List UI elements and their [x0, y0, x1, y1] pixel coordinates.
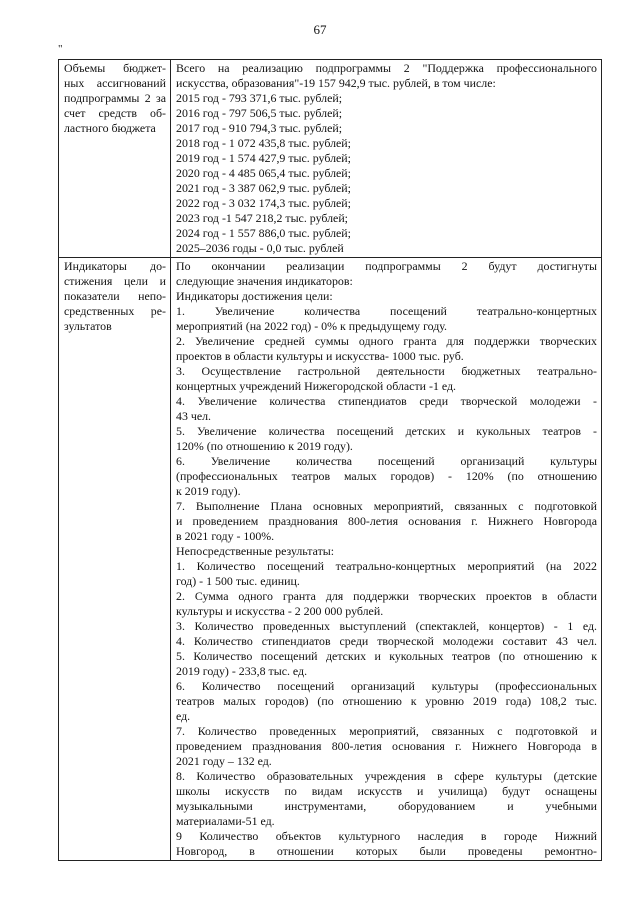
table-row-budget [59, 60, 602, 258]
passport-table [58, 59, 602, 861]
content-line: 2. Сумма одного гранта для поддержки творческих проектов в области [176, 589, 597, 603]
content-line: 4. Увеличение количества стипендиатов среди творческой молодежи - [176, 394, 597, 408]
label-line: ных ассигнований [64, 76, 166, 90]
content-line: 2017 год - 910 794,3 тыс. рублей; [176, 121, 343, 135]
content-line: и проведением празднования 800-летия основания г. Нижнего Новгорода [176, 514, 597, 528]
content-line: 43 чел. [176, 409, 212, 423]
row-content-indicators [171, 258, 602, 861]
content-line: 2021 год - 3 387 062,9 тыс. рублей; [176, 181, 351, 195]
content-line: 2015 год - 793 371,6 тыс. рублей; [176, 91, 343, 105]
content-line: театров малых городов) (по отношению к уровню 2019 года) 108,2 тыс. [176, 694, 597, 708]
content-line: год) - 1 500 тыс. единиц. [176, 574, 300, 588]
content-line: материалами-51 ед. [176, 814, 275, 828]
page-number: 67 [313, 22, 327, 37]
label-line: Объемы бюджет- [64, 61, 166, 75]
content-line: 6. Количество посещений организаций культуры (профессиональных [176, 679, 597, 693]
content-line: 1. Количество посещений театрально-концертных мероприятий (на 2022 [176, 559, 597, 573]
content-line: 120% (по отношению к 2019 году). [176, 439, 353, 453]
content-line: 2018 год - 1 072 435,8 тыс. рублей; [176, 136, 351, 150]
content-line: к 2019 году). [176, 484, 241, 498]
content-line: 2025–2036 годы - 0,0 тыс. рублей [176, 241, 344, 255]
content-line: Всего на реализацию подпрограммы 2 "Поддержка профессионального [176, 61, 597, 75]
content-line: в 2021 году - 100%. [176, 529, 275, 543]
content-line: Непосредственные результаты: [176, 544, 335, 558]
content-line: искусства, образования"-19 157 942,9 тыс. рублей, в том числе: [176, 76, 496, 90]
content-line: концертных учреждений Нижегородской области -1 ед. [176, 379, 457, 393]
content-line: 9 Количество объектов культурного наследия в городе Нижний [176, 829, 597, 843]
content-line: Индикаторы достижения цели: [176, 289, 333, 303]
content-line: 2019 год - 1 574 427,9 тыс. рублей; [176, 151, 351, 165]
row-content-budget [171, 60, 602, 258]
content-line: 4. Количество стипендиатов среди творческой молодежи составит 43 чел. [176, 634, 597, 648]
content-line: 7. Выполнение Плана основных мероприятий, связанных с подготовкой [176, 499, 597, 513]
label-line: ластного бюджета [64, 121, 156, 135]
content-line: 2016 год - 797 506,5 тыс. рублей; [176, 106, 343, 120]
content-line: По окончании реализации подпрограммы 2 будут достигнуты [176, 259, 597, 273]
label-line: счет средств об- [64, 106, 166, 120]
content-line: ед. [176, 709, 191, 723]
content-line: Новгород, в отношении которых были проведены ремонтно- [176, 844, 597, 858]
content-line: 3. Количество проведенных выступлений (спектаклей, концертов) - 1 ед. [176, 619, 597, 633]
label-line: Индикаторы до- [64, 259, 166, 273]
content-line: 5. Количество посещений детских и кукольных театров (по отношению к [176, 649, 597, 663]
content-line: 8. Количество образовательных учреждения в сфере культуры (детские [176, 769, 597, 783]
content-line: 3. Осуществление гастрольной деятельности бюджетных театрально- [176, 364, 597, 378]
content-line: 1. Увеличение количества посещений театрально-концертных [176, 304, 597, 318]
label-line: средственных ре- [64, 304, 166, 318]
row-label-budget [59, 60, 171, 258]
content-line: 2020 год - 4 485 065,4 тыс. рублей; [176, 166, 351, 180]
content-line: 6. Увеличение количества посещений организаций культуры [176, 454, 597, 468]
label-line: зультатов [64, 319, 112, 333]
content-line: 2021 году – 132 ед. [176, 754, 272, 768]
content-line: 2022 год - 3 032 174,3 тыс. рублей; [176, 196, 351, 210]
content-line: мероприятий (на 2022 год) - 0% к предыдущему году. [176, 319, 448, 333]
content-line: 2023 год -1 547 218,2 тыс. рублей; [176, 211, 348, 225]
content-line: проведением празднования 800-летия основания г. Нижнего Новгорода в [176, 739, 597, 753]
row-label-indicators [59, 258, 171, 861]
label-line: подпрограммы 2 за [64, 91, 166, 105]
content-line: школы искусств по видам искусств и училища) будут оснащены [176, 784, 597, 798]
content-line: проектов в области культуры и искусства- 1000 тыс. руб. [176, 349, 464, 363]
content-line: 2019 году) - 233,8 тыс. ед. [176, 664, 308, 678]
table-row-indicators [59, 258, 602, 861]
label-line: стижения цели и [64, 274, 166, 288]
content-line: 2024 год - 1 557 886,0 тыс. рублей; [176, 226, 351, 240]
content-line: 2. Увеличение средней суммы одного гранта для поддержки творческих [176, 334, 597, 348]
content-line: 5. Увеличение количества посещений детских и кукольных театров - [176, 424, 597, 438]
content-line: следующие значения индикаторов: [176, 274, 353, 288]
opening-quote-mark: " [58, 43, 63, 55]
content-line: 7. Количество проведенных мероприятий, связанных с подготовкой и [176, 724, 597, 738]
content-line: культуры и искусства - 2 200 000 рублей. [176, 604, 384, 618]
content-line: музыкальными инструментами, оборудованием и учебными [176, 799, 597, 813]
label-line: показатели непо- [64, 289, 166, 303]
content-line: (профессиональных театров малых городов) - 120% (по отношению [176, 469, 597, 483]
